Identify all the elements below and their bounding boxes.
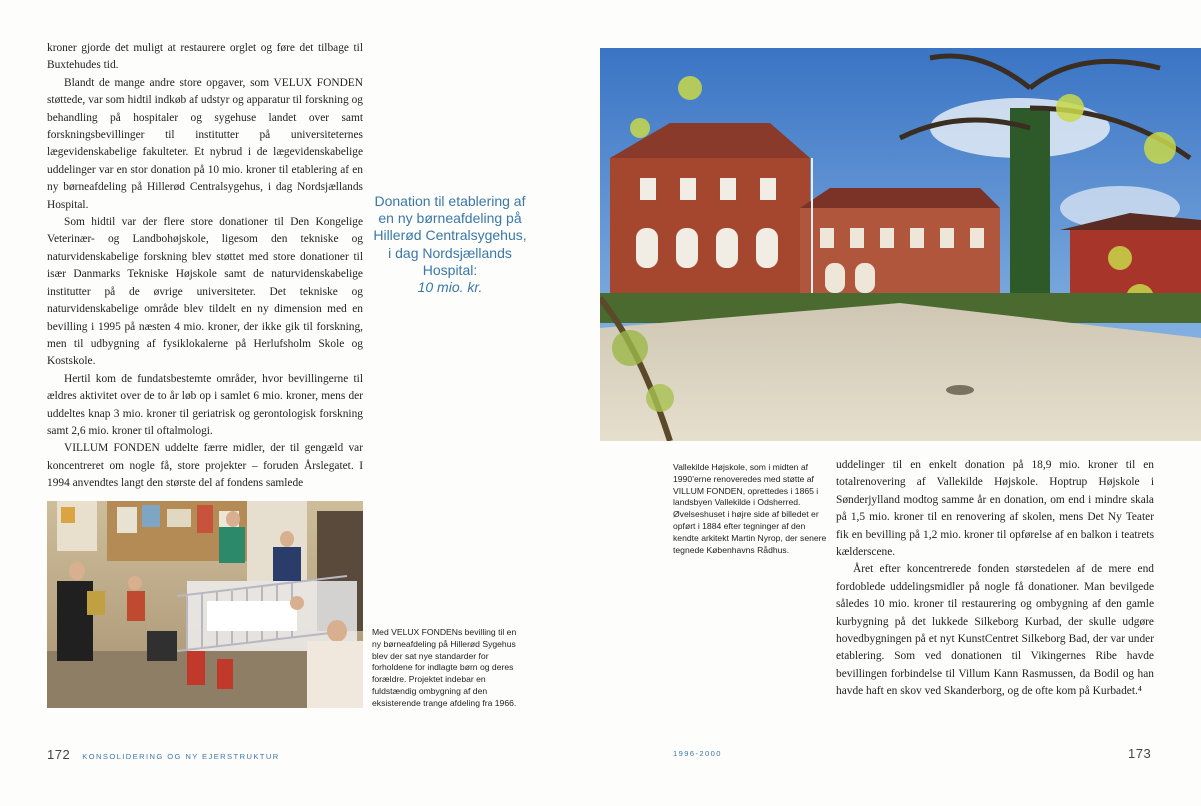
right-page-number: 173 xyxy=(1128,746,1152,761)
left-paragraph: Blandt de mange andre store opgaver, som VELUX FONDEN støttede, var som hidtil indkøb af udstyr og apparatur til forskning og behandling på hospitaler og sygehuse landet over samt forskningsbevillinger til institutter på universiteternes lægevidenskabelige fakulteter. Et nybrud i de lægevidenskabelige uddelinger var en stor donation på 10 mio. kroner til etablering af en ny børneafdeling på Hillerød Centralsygehus, i dag Nordsjællands Hospital. xyxy=(47,76,363,211)
pull-quote-text: Donation til etablering af en ny børneafdeling på Hillerød Centralsygehus, i dag Nordsjællands Hospital: xyxy=(373,193,527,278)
right-paragraph: Året efter koncentrerede fonden størstedelen af de mere end fordoblede uddelingsmidler på nogle få donationer. Man bevilgede således 10 mio. kroner til restaurering og ombygning af den gamle kurbygning på det lukkede Silkeborg Kurbad, der skulle udgøre hovedbygningen på et nyt KunstCentret Silkeborg Bad, der var under etablering. Som ved donationen til Vikingernes Ribe havde bevillingen forbindelse til Villum Kann Rasmussen, da Bodil og han havde haft en skov ved Skanderborg, og de ofte kom på Kurbadet.⁴ xyxy=(836,563,1154,698)
right-paragraph: uddelinger til en enkelt donation på 18,9 mio. kroner til en totalrenovering af Vallekilde Højskole. Hoptrup Højskole i Sønderjylland modtog samme år en donation, om end i mindre skala på 1,5 mio. kroner til en renovering af skolen, mens Det Ny Teater fik en bevilling på 1,2 mio. kroner til opførelse af en balkon i teatrets kælderscene. xyxy=(836,459,1154,559)
left-paragraph: Som hidtil var der flere store donationer til Den Kongelige Veterinær- og Landbohøjskole, ligesom den tekniske og naturvidenskabelige forskning blev støttet med store donationer til især Danmarks Tekniske Højskole samt de naturvidenskabelige institutter på de øvrige universiteter. Det tekniske og naturvidenskabelige område blev tildelt en ny dimension med en bevilling i 1995 på næsten 4 mio. kroner, der ikke gik til forskning, men til udbygning af fysiklokalerne på Herlufsholm Skole og Kostskole. xyxy=(47,216,363,368)
left-paragraph: kroner gjorde det muligt at restaurere orglet og føre det tilbage til Buxtehudes tid. xyxy=(47,42,363,72)
left-paragraph: VILLUM FONDEN uddelte færre midler, der til gengæld var koncentreret om nogle få, store projekter – foruden Årslegatet. I 1994 anvendtes langt den største del af fondens samlede xyxy=(47,442,363,490)
right-body-text xyxy=(836,457,1154,701)
vallekilde-hojskole-photo xyxy=(600,48,1201,441)
pull-quote xyxy=(372,193,528,296)
childrens-ward-photo xyxy=(47,501,363,708)
left-folio xyxy=(47,746,280,764)
left-page-number: 172 xyxy=(47,747,71,762)
left-body-text xyxy=(47,40,363,493)
right-period: 1996-2000 xyxy=(673,749,722,758)
right-photo-caption: Vallekilde Højskole, som i midten af 1990’erne renoveredes med støtte af VILLUM FONDEN, oprettedes i 1865 i landsbyen Vallekilde i Odsherred. Øvelseshuset i højre side af billedet er opført i 1884 efter tegninger af den kendte arkitekt Martin Nyrop, der senere tegnede Københavns Rådhus. xyxy=(673,462,827,555)
left-section-title: KONSOLIDERING OG NY EJERSTRUKTUR xyxy=(82,752,280,761)
left-paragraph: Hertil kom de fundatsbestemte områder, hvor bevillingerne til ældres aktivitet over de to år løb op i samlet 6 mio. kroner, mens der uddeltes knap 3 mio. kroner til geriatrisk og gerontologisk forskning samt 2,6 mio. kroner til oftalmologi. xyxy=(47,372,363,437)
pull-quote-amount: 10 mio. kr. xyxy=(417,279,483,296)
left-photo-caption: Med VELUX FONDENs bevilling til en ny børneafdeling på Hillerød Sygehus blev der sat nye standarder for forholdene for indlagte børn og deres forældre. Projektet indebar en fuldstændig ombygning af den eksisterende trange afdeling fra 1966. xyxy=(372,627,517,708)
